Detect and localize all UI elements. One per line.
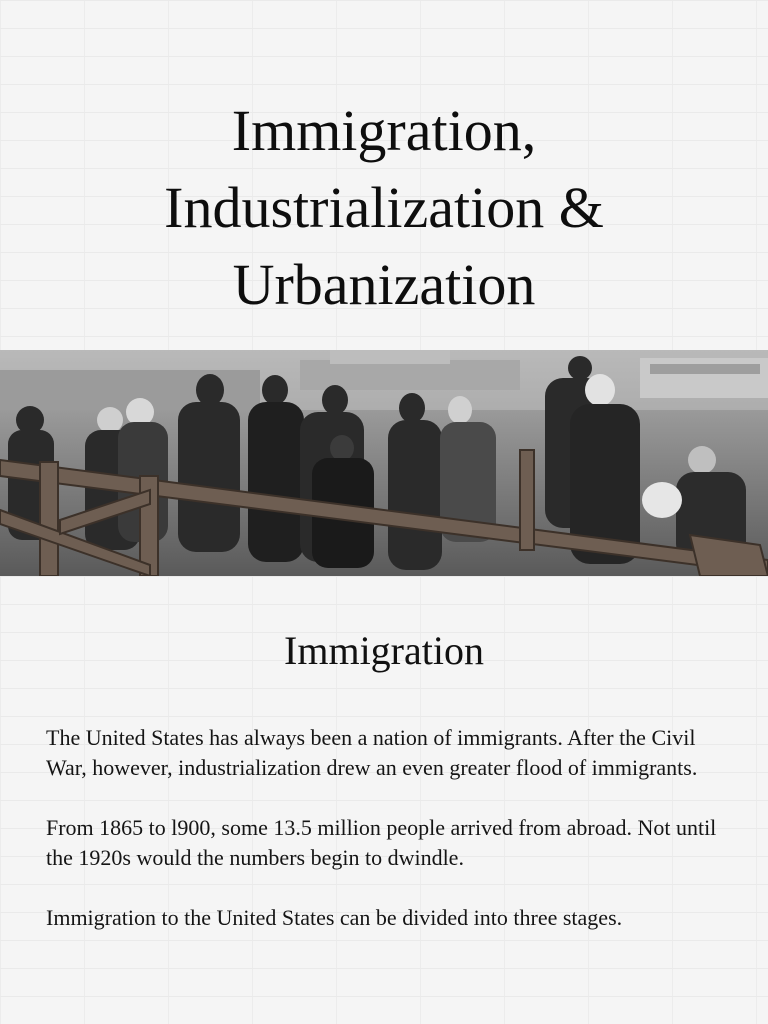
title-slide — [0, 0, 768, 350]
title-line-3: Urbanization — [232, 252, 536, 317]
content-slide — [0, 576, 768, 1024]
title-line-2: Industrialization & — [164, 175, 604, 240]
paragraph-2: From 1865 to l900, some 13.5 million people arrived from abroad. Not until the 1920s would the numbers begin to dwindle. — [46, 815, 717, 870]
slide-title — [0, 92, 768, 323]
title-line-1: Immigration, — [231, 98, 537, 163]
section-heading: Immigration — [284, 628, 484, 673]
photo-immigrants-icon — [0, 350, 768, 576]
historical-photo — [0, 350, 768, 576]
paragraph-1: The United States has always been a nation of immigrants. After the Civil War, however, industrialization drew an even greater flood of immigrants. — [46, 725, 698, 780]
paragraph-3: Immigration to the United States can be divided into three stages. — [46, 905, 623, 930]
body-text — [46, 723, 736, 963]
